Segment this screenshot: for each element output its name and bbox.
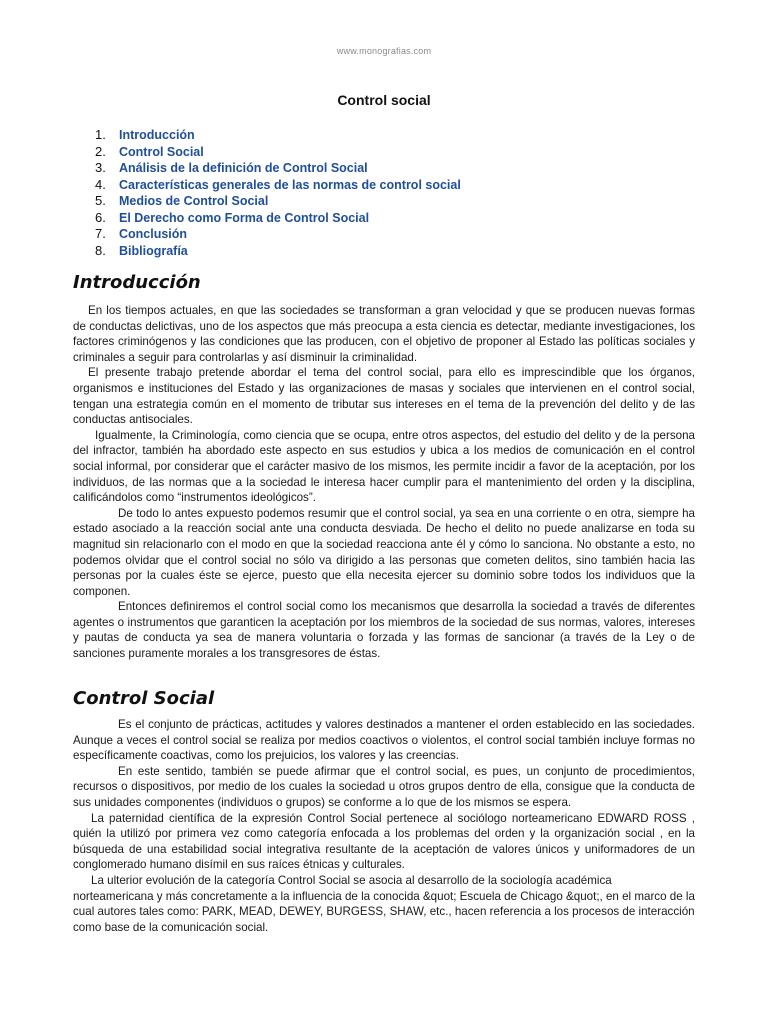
- table-of-contents: [82, 127, 461, 259]
- toc-link-bibliografia[interactable]: Bibliografía: [119, 243, 188, 258]
- toc-item: 6. El Derecho como Forma de Control Social: [95, 209, 370, 225]
- paragraph: Es el conjunto de prácticas, actitudes y valores destinados a mantener el orden establecido en las sociedades. Aunque a veces el control social se realiza por medios coactivos o violentos, el control social también incluye formas no específicamente coactivas, como los prejuicios, los valores y las creencias.: [73, 718, 695, 763]
- toc-link-caracteristicas[interactable]: Características generales de las normas de control social: [119, 177, 461, 192]
- paragraph: El presente trabajo pretende abordar el tema del control social, para ello es imprescindible que los órganos, organismos e instituciones del Estado y las organizaciones de masas y sociales que intervienen en el control social, tengan una estrategia común en el momento de tributar sus intereses en el tema de la prevención del delito y de las conductas antisociales.: [73, 366, 695, 427]
- section-heading-control-social: Control Social: [73, 688, 215, 709]
- toc-link-analisis[interactable]: Análisis de la definición de Control Social: [119, 161, 368, 175]
- paragraph: De todo lo antes expuesto podemos resumir que el control social, ya sea en una corriente o en otra, siempre ha estado asociado a la reacción social ante una conducta desviada. De hecho el delito no puede analizarse en toda su magnitud sin relacionarlo con el modo en que la sociedad reacciona ante él y cómo lo sanciona. No obstante a esto, no podemos olvidar que el control social no sólo va dirigido a las personas que cometen delitos, sino también hacia las personas por la cuales éste se ejerce, puesto que ella necesita ejercer su dominio sobre todos los individuos que la componen.: [73, 506, 695, 598]
- toc-item: 7. Conclusión: [95, 226, 188, 241]
- section-body-introduccion: [73, 303, 695, 662]
- toc-item: 3. Análisis de la definición de Control Social: [95, 160, 368, 175]
- paragraph: Igualmente, la Criminología, como ciencia que se ocupa, entre otros aspectos, del estudio del delito y de la persona del infractor, también ha abordado este aspecto en sus estudios y ubica a los medios de comunicación en el control social informal, por considerar que el carácter masivo de los mismos, les permite incidir a favor de la aceptación, por los individuos, de las normas que a la sociedad le interesa hacer cumplir para el mantenimiento del orden y la disciplina, calificándolos como “instrumentos ideológicos”.: [73, 428, 695, 505]
- toc-item: 2. Control Social: [95, 143, 204, 159]
- paragraph: La ulterior evolución de la categoría Control Social se asocia al desarrollo de la sociología académica norteamericana y más concretamente a la influencia de la conocida &quot; Escuela de Chicago &quot;, en el marco de la cual autores tales como: PARK, MEAD, DEWEY, BURGESS, SHAW, etc., hacen referencia a los procesos de interacción como base de la comunicación social.: [73, 873, 695, 934]
- toc-link-medios[interactable]: Medios de Control Social: [119, 194, 269, 208]
- paragraph: En los tiempos actuales, en que las sociedades se transforman a gran velocidad y que se producen nuevas formas de conductas delictivas, uno de los aspectos que más preocupa a esta ciencia es detectar, mediante investigaciones, los factores criminógenos y las condiciones que las producen, con el objetivo de proponer al Estado las políticas sociales y criminales a seguir para controlarlas y así disminuir la criminalidad.: [73, 304, 695, 364]
- site-url[interactable]: www.monografias.com: [336, 46, 432, 56]
- page-title: Control social: [337, 92, 431, 108]
- toc-item: 5. Medios de Control Social: [95, 193, 269, 208]
- paragraph: En este sentido, también se puede afirmar que el control social, es pues, un conjunto de procedimientos, recursos o dispositivos, por medio de los cuales la sociedad u otros grupos dentro de ella, consigue que la conducta de sus unidades componentes (individuos o grupos) se conforme a lo que de los mismos se espera.: [73, 764, 695, 809]
- toc-link-conclusion[interactable]: Conclusión: [119, 227, 188, 241]
- toc-link-derecho[interactable]: El Derecho como Forma de Control Social: [119, 210, 370, 225]
- section-heading-introduccion: Introducción: [73, 272, 201, 293]
- paragraph: Entonces definiremos el control social como los mecanismos que desarrolla la sociedad a través de diferentes agentes o instrumentos que garanticen la aceptación por los miembros de la sociedad de sus normas, valores, intereses y pautas de conducta ya sea de manera voluntaria o forzada y las formas de sancionar (a través de la Ley o de sanciones puramente morales a los transgresores de éstas.: [73, 600, 695, 661]
- toc-link-introduccion[interactable]: Introducción: [119, 128, 195, 142]
- section-body-control-social: [73, 717, 695, 935]
- toc-item: 1. Introducción: [95, 127, 195, 142]
- toc-link-control-social[interactable]: Control Social: [119, 144, 204, 159]
- paragraph: La paternidad científica de la expresión Control Social pertenece al sociólogo norteamericano EDWARD ROSS , quién la utilizó por primera vez como categoría enfocada a los problemas del orden y la organización social , en la búsqueda de una estabilidad social integrativa resultante de la aceptación de valores únicos y uniformadores de un conglomerado humano disímil en sus raíces étnicas y culturales.: [73, 811, 695, 872]
- toc-item: 4. Características generales de las normas de control social: [95, 176, 461, 192]
- toc-item: 8. Bibliografía: [95, 242, 188, 258]
